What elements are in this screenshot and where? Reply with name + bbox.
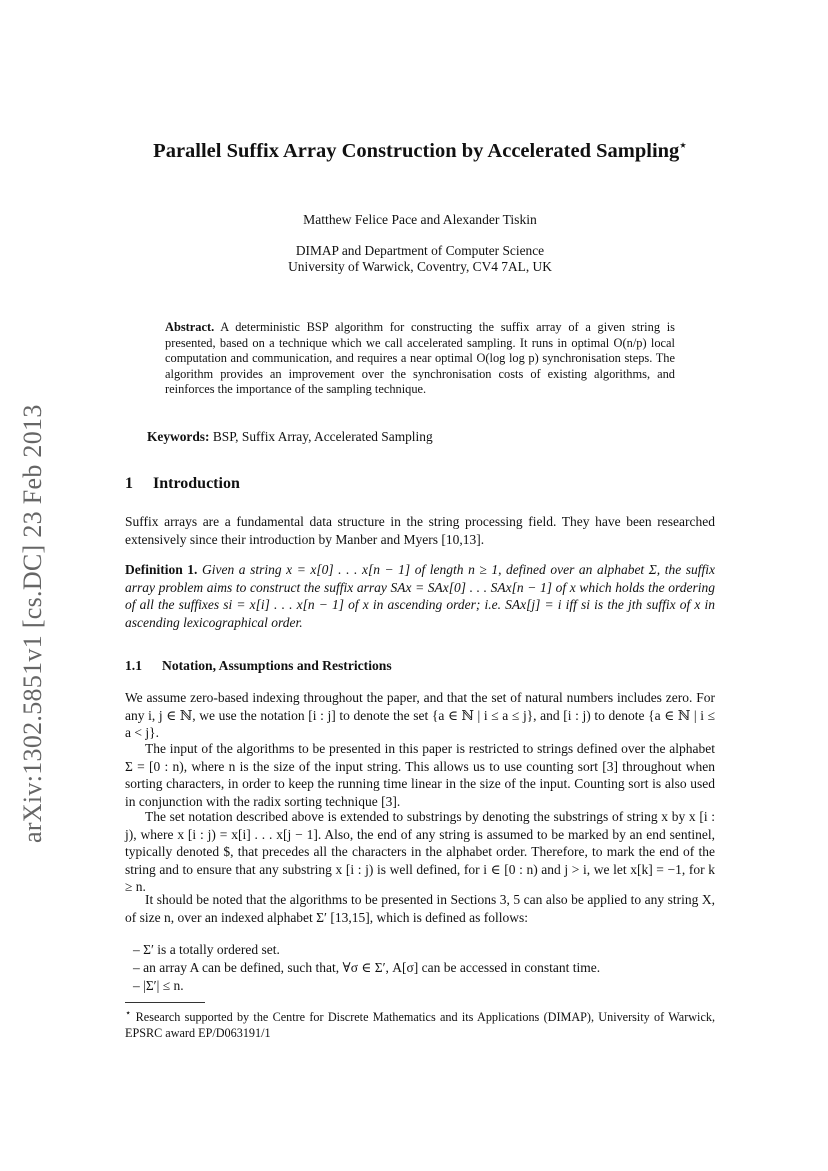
keywords-label: Keywords: [147,429,210,444]
abstract-label: Abstract. [165,320,215,334]
footnote [125,1006,715,1041]
section-title: Introduction [153,475,240,492]
list-item: – |Σ′| ≤ n. [133,978,184,993]
footnote-divider [125,1002,205,1003]
keywords [147,429,433,445]
abstract-text: A deterministic BSP algorithm for constructing the suffix array of a given string is presented, based on a technique which we call accelerated sampling. It runs in optimal O(n/p) local computation and communication, and requires a near optimal O(log log p) synchronisation steps. The algorithm provides an improvement over the synchronisation costs of existing algorithms, and reinforces the importance of the sampling technique. [165,320,675,397]
footnote-text: Research supported by the Centre for Discrete Mathematics and its Applications (DIMAP), University of Warwick, EPSRC award EP/D063191/1 [125,1010,715,1040]
definition-text: Given a string x = x[0] . . . x[n − 1] of length n ≥ 1, defined over an alphabet Σ, the suffix array problem aims to construct the suffix array SAx = SAx[0] . . . SAx[n − 1] of x which holds the ordering of all the suffixes si = x[i] . . . x[n − 1] of x in ascending order; i.e. SAx[j] = i iff si is the jth suffix of x in ascending lexicographical order. [125,562,715,630]
paragraph-indexed-alphabet: It should be noted that the algorithms to be presented in Sections 3, 5 can also be applied to any string X, of size n, over an indexed alphabet Σ′ [13,15], which is defined as follows: [125,892,715,925]
list-item: – an array A can be defined, such that, ∀σ ∈ Σ′, A[σ] can be accessed in constant time. [133,960,601,975]
paragraph-substrings: The set notation described above is extended to substrings by denoting the substrings of string x by x [i : j), where x [i : j) = x[i] . . . x[j − 1]. Also, the end of any string is assumed to be marked by an end sentinel, typically denoted $, that precedes all the characters in the alphabet order. Therefore, to mark the end of the string and to ensure that any substring x [i : j) is well defined, for i ∈ [0 : n) and j > i, we let x[k] = −1, for k ≥ n. [125,809,715,894]
paragraph-alphabet: The input of the algorithms to be presented in this paper is restricted to strings defined over the alphabet Σ = [0 : n), where n is the size of the input string. This allows us to use counting sort [3] throughout when sorting characters, in order to keep the running time linear in the size of the input. Counting sort is also used in conjunction with the radix sorting technique [3]. [125,741,715,809]
intro-paragraph: Suffix arrays are a fundamental data structure in the string processing field. They have been researched extensively since their introduction by Manber and Myers [10,13]. [125,514,715,547]
affiliation-line-2: University of Warwick, Coventry, CV4 7AL, UK [288,259,552,274]
keywords-text: BSP, Suffix Array, Accelerated Sampling [212,429,433,444]
property-list [125,941,715,995]
subsection-heading [125,658,392,674]
section-heading-introduction [125,475,240,493]
section-number: 1 [125,475,133,492]
list-item: – Σ′ is a totally ordered set. [133,942,280,957]
affiliation-line-1: DIMAP and Department of Computer Science [295,243,545,258]
arxiv-identifier: arXiv:1302.5851v1 [cs.DC] 23 Feb 2013 [18,404,47,843]
paragraph-indexing: We assume zero-based indexing throughout the paper, and that the set of natural numbers includes zero. For any i, j ∈ ℕ, we use the notation [i : j] to denote the set {a ∈ ℕ | i ≤ a ≤ j}, and [i : j) to denote {a ∈ ℕ | i ≤ a < j}. [125,690,715,740]
abstract [165,320,675,398]
definition-label: Definition 1. [125,562,198,577]
authors: Matthew Felice Pace and Alexander Tiskin [303,212,537,227]
affiliation [125,243,715,275]
title-text: Parallel Suffix Array Construction by Accelerated Sampling [153,139,680,162]
title-footnote-mark: ⋆ [679,138,687,152]
subsection-title: Notation, Assumptions and Restrictions [162,658,392,673]
definition-1 [125,561,715,631]
paper-title [125,133,715,164]
footnote-mark: ⋆ [125,1008,132,1019]
subsection-number: 1.1 [125,658,142,673]
